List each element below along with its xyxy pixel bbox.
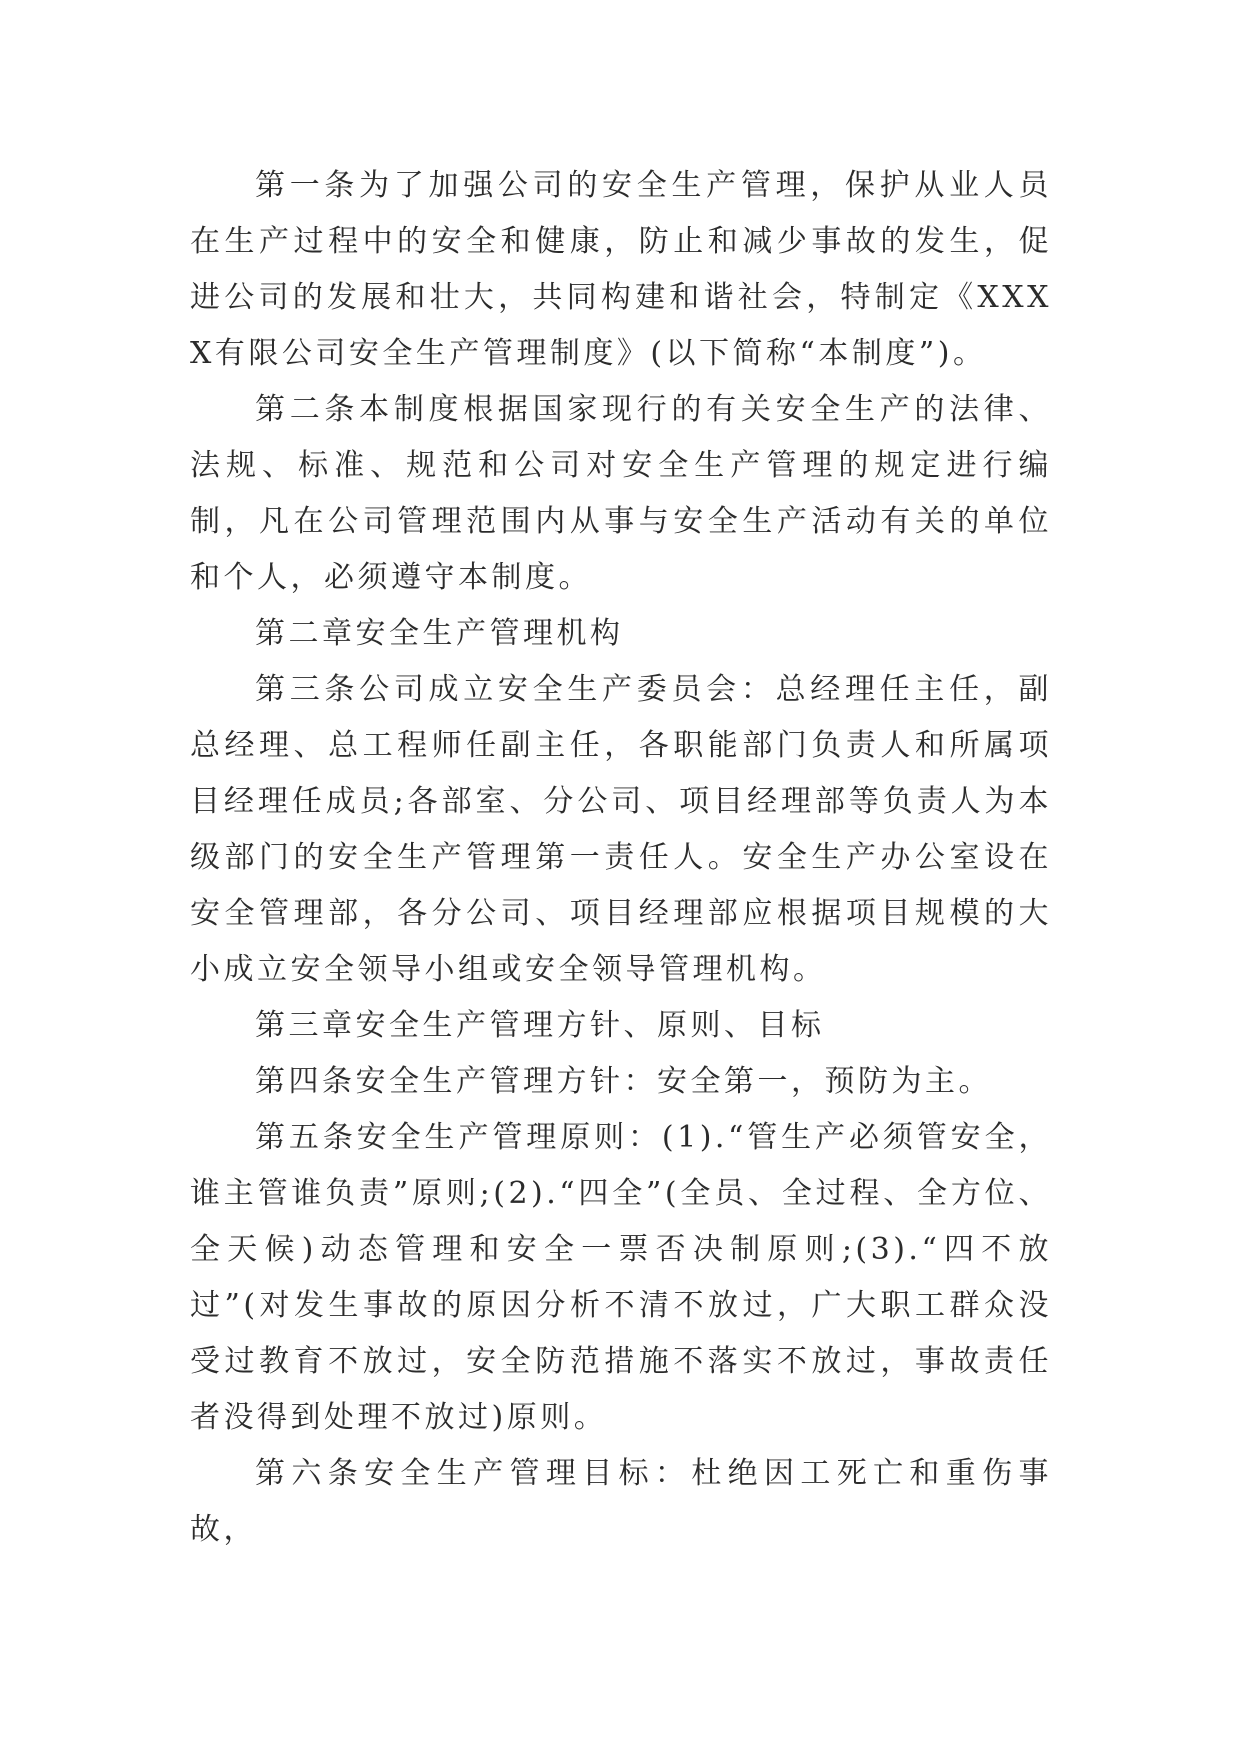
chapter-2-heading: 第二章安全生产管理机构 bbox=[255, 616, 624, 651]
article-5-paragraph: 第五条安全生产管理原则：(1).“管生产必须管安全，谁主管谁负责”原则;(2).“四全”(全员、全过程、全方位、全天候)动态管理和安全一票否决制原则;(3).“四不放过”(对发生事故的原因分析不清不放过，广大职工群众没受过教育不放过，安全防范措施不落实不放过，事故责任者没得到处理不放过)原则。 bbox=[190, 1120, 1052, 1435]
article-4-paragraph: 第四条安全生产管理方针：安全第一，预防为主。 bbox=[255, 1064, 992, 1099]
article-1-paragraph: 第一条为了加强公司的安全生产管理，保护从业人员在生产过程中的安全和健康，防止和减少事故的发生，促进公司的发展和壮大，共同构建和谐社会，特制定《XXXX有限公司安全生产管理制度》(以下简称“本制度”)。 bbox=[190, 168, 1052, 371]
document-body bbox=[190, 158, 1052, 1558]
article-2-paragraph: 第二条本制度根据国家现行的有关安全生产的法律、法规、标准、规范和公司对安全生产管理的规定进行编制，凡在公司管理范围内从事与安全生产活动有关的单位和个人，必须遵守本制度。 bbox=[190, 392, 1052, 595]
chapter-3-heading: 第三章安全生产管理方针、原则、目标 bbox=[255, 1008, 825, 1043]
article-3-paragraph: 第三条公司成立安全生产委员会：总经理任主任，副总经理、总工程师任副主任，各职能部门负责人和所属项目经理任成员;各部室、分公司、项目经理部等负责人为本级部门的安全生产管理第一责任人。安全生产办公室设在安全管理部，各分公司、项目经理部应根据项目规模的大小成立安全领导小组或安全领导管理机构。 bbox=[190, 672, 1052, 987]
article-6-paragraph: 第六条安全生产管理目标：杜绝因工死亡和重伤事故， bbox=[190, 1456, 1052, 1547]
